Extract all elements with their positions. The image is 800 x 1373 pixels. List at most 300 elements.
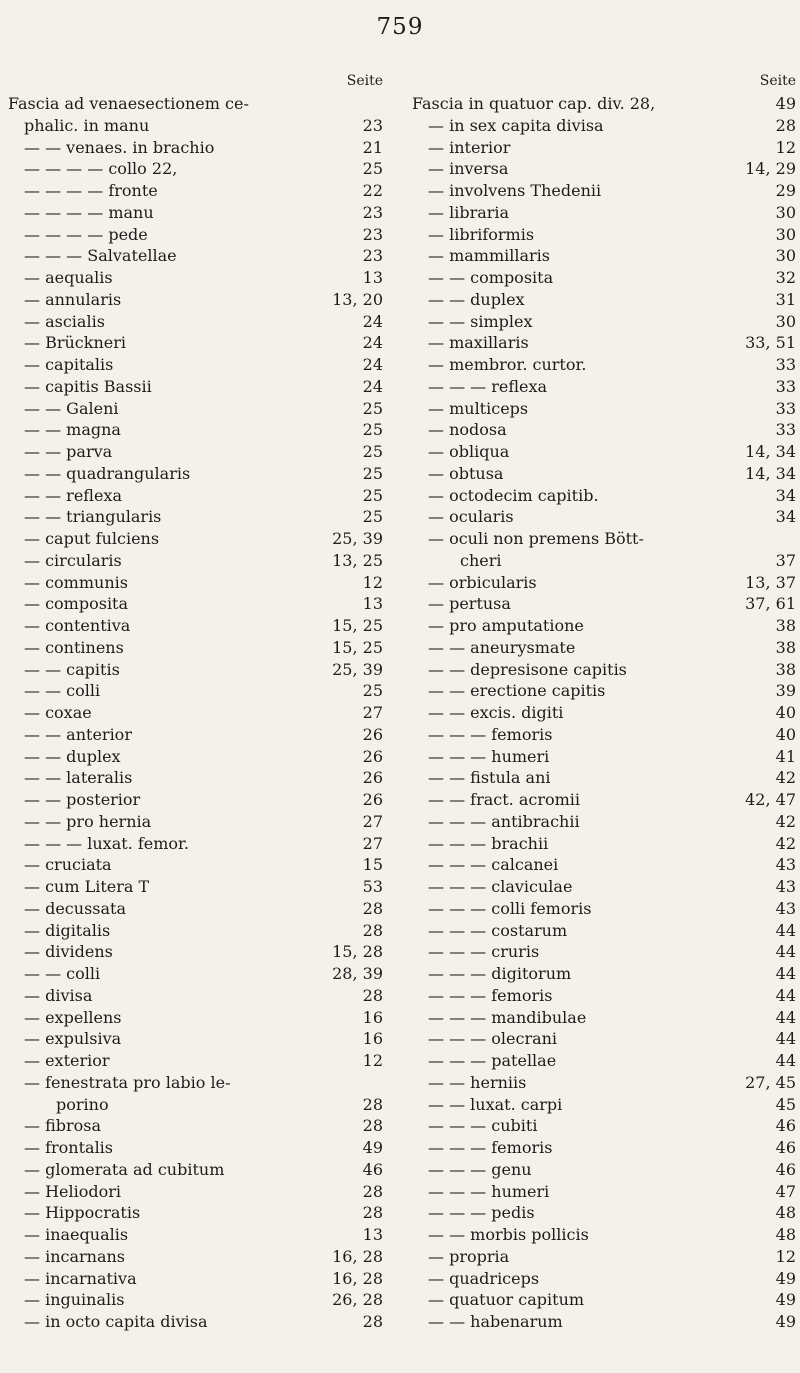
entry-pages: 12	[775, 137, 796, 157]
entry-term: — — depresisone capitis	[428, 659, 627, 679]
index-entry	[412, 963, 796, 985]
index-entry	[412, 550, 796, 572]
index-entry	[412, 332, 796, 354]
entry-pages: 22	[362, 181, 383, 200]
entry-pages: 30	[775, 311, 796, 331]
entry-term: — libraria	[428, 202, 510, 222]
entry-pages: 28	[362, 1312, 383, 1331]
index-entry	[412, 93, 796, 115]
index-entry	[8, 245, 383, 267]
entry-pages: 40	[775, 703, 796, 722]
index-entry	[8, 767, 383, 789]
index-entry	[8, 550, 383, 572]
entry-term: — incarnans	[24, 1246, 126, 1266]
index-entry	[8, 115, 383, 137]
entry-term: — — fistula ani	[428, 768, 551, 788]
entry-term: — composita	[24, 594, 129, 614]
index-column-right	[412, 73, 796, 1333]
entry-term: — capitalis	[24, 355, 114, 374]
entry-pages: 30	[775, 246, 796, 266]
index-entry	[8, 1007, 383, 1029]
entry-term: — — — brachii	[428, 833, 549, 853]
entry-pages: 28	[775, 115, 796, 135]
entry-term: — coxae	[24, 703, 92, 722]
entry-term: — obliqua	[428, 442, 510, 461]
index-entry	[8, 637, 383, 659]
entry-term: — — — humeri	[428, 746, 550, 766]
entry-pages: 43	[775, 898, 796, 918]
entry-term: — aequalis	[24, 268, 113, 287]
entry-pages: 30	[775, 202, 796, 222]
entry-term: — fibrosa	[24, 1116, 102, 1136]
entry-pages: 30	[775, 224, 796, 244]
entry-pages: 24	[362, 333, 383, 353]
index-entry	[412, 1115, 796, 1137]
index-entry	[8, 1137, 383, 1159]
index-entry	[412, 833, 796, 855]
entry-pages: 40	[775, 724, 796, 744]
index-entry	[8, 811, 383, 833]
entry-pages: 33, 51	[745, 333, 796, 353]
entry-pages: 21	[362, 137, 383, 157]
entry-term: — — — calcanei	[428, 855, 559, 875]
entry-pages: 48	[775, 1225, 796, 1244]
index-entry	[412, 224, 796, 246]
entry-pages: 16, 28	[332, 1246, 383, 1266]
index-entry	[412, 1246, 796, 1268]
entry-pages: 34	[775, 507, 796, 527]
index-entry	[412, 593, 796, 615]
entry-pages: 46	[775, 1138, 796, 1157]
entry-pages: 42, 47	[745, 790, 796, 809]
entry-list	[412, 93, 796, 1333]
entry-term: — — herniis	[428, 1072, 527, 1092]
entry-pages: 44	[775, 964, 796, 983]
index-entry	[8, 528, 383, 550]
entry-pages: 44	[775, 1007, 796, 1027]
entry-term: — dividens	[24, 942, 113, 962]
entry-pages: 28	[362, 985, 383, 1005]
entry-term: — — — antibrachii	[428, 811, 580, 831]
index-entry	[412, 854, 796, 876]
entry-term: — ocularis	[428, 507, 514, 527]
entry-pages: 26, 28	[332, 1290, 383, 1310]
entry-pages: 23	[362, 202, 383, 222]
index-entry	[412, 659, 796, 681]
index-entry	[412, 202, 796, 224]
entry-pages: 28	[362, 1094, 383, 1114]
index-entry	[412, 1137, 796, 1159]
index-entry	[8, 376, 383, 398]
entry-term: — inaequalis	[24, 1225, 129, 1244]
entry-pages: 49	[775, 1312, 796, 1331]
index-entry	[412, 1050, 796, 1072]
index-entry	[412, 1007, 796, 1029]
entry-term: — — composita	[428, 268, 554, 287]
index-entry	[412, 1159, 796, 1181]
entry-pages: 43	[775, 855, 796, 875]
index-entry	[8, 963, 383, 985]
entry-pages: 16, 28	[332, 1268, 383, 1288]
entry-term: — — — femoris	[428, 1138, 553, 1157]
index-entry	[8, 593, 383, 615]
index-entry	[8, 1115, 383, 1137]
entry-term: — — aneurysmate	[428, 637, 576, 657]
entry-pages: 25, 39	[332, 529, 383, 548]
entry-pages: 14, 29	[745, 159, 796, 179]
entry-term: — — — reflexa	[428, 376, 548, 396]
index-entry	[412, 920, 796, 942]
entry-pages: 38	[775, 616, 796, 635]
entry-pages: 45	[775, 1094, 796, 1114]
entry-term: porino	[56, 1094, 109, 1114]
entry-pages: 25	[362, 442, 383, 461]
entry-term: — — — colli femoris	[428, 898, 592, 918]
entry-term: cheri	[460, 550, 502, 570]
index-entry	[412, 441, 796, 463]
entry-pages: 13	[362, 268, 383, 287]
entry-pages: 28	[362, 898, 383, 918]
entry-term: — — — patellae	[428, 1051, 557, 1070]
entry-term: — — erectione capitis	[428, 681, 606, 701]
index-entry	[8, 898, 383, 920]
entry-pages: 12	[362, 572, 383, 592]
entry-pages: 28	[362, 1203, 383, 1223]
entry-pages: 14, 34	[745, 442, 796, 461]
entry-term: — octodecim capitib.	[428, 485, 599, 505]
entry-term: — — — — pede	[24, 224, 148, 244]
index-entry	[8, 1268, 383, 1290]
entry-pages: 28, 39	[332, 964, 383, 983]
entry-term: — orbicularis	[428, 572, 537, 592]
entry-term: — — Galeni	[24, 398, 119, 418]
entry-pages: 28	[362, 1116, 383, 1136]
entry-pages: 32	[775, 268, 796, 287]
index-entry	[8, 289, 383, 311]
entry-pages: 25	[362, 159, 383, 179]
entry-term: — — lateralis	[24, 768, 133, 788]
entry-pages: 42	[775, 811, 796, 831]
entry-pages: 28	[362, 920, 383, 940]
entry-term: — quadriceps	[428, 1268, 540, 1288]
index-entry	[8, 180, 383, 202]
entry-term: — — — cruris	[428, 942, 540, 962]
index-entry	[412, 311, 796, 333]
entry-term: — in sex capita divisa	[428, 115, 604, 135]
index-entry	[412, 419, 796, 441]
entry-term: — expellens	[24, 1007, 122, 1027]
index-entry	[8, 267, 383, 289]
entry-pages: 31	[775, 289, 796, 309]
entry-pages: 28	[362, 1181, 383, 1201]
entry-term: — inversa	[428, 159, 509, 179]
entry-term: — — parva	[24, 442, 113, 461]
entry-term: — — — genu	[428, 1159, 532, 1179]
entry-pages: 34	[775, 485, 796, 505]
entry-pages: 44	[775, 942, 796, 962]
entry-term: — Brückneri	[24, 333, 126, 353]
index-entry	[8, 1050, 383, 1072]
entry-term: phalic. in manu	[24, 115, 150, 135]
index-entry	[412, 267, 796, 289]
entry-term: — cruciata	[24, 855, 112, 875]
index-entry	[412, 289, 796, 311]
index-entry	[8, 1159, 383, 1181]
entry-pages: 25	[362, 485, 383, 505]
entry-term: — interior	[428, 137, 511, 157]
entry-pages: 33	[775, 420, 796, 440]
index-entry	[412, 876, 796, 898]
index-entry	[8, 724, 383, 746]
index-entry	[8, 985, 383, 1007]
index-entry	[412, 724, 796, 746]
entry-pages: 24	[362, 311, 383, 331]
entry-term: — — quadrangularis	[24, 463, 191, 483]
entry-pages: 12	[775, 1246, 796, 1266]
entry-term: — glomerata ad cubitum	[24, 1159, 225, 1179]
index-entry	[8, 876, 383, 898]
entry-term: — inguinalis	[24, 1290, 125, 1310]
index-entry	[412, 1072, 796, 1094]
entry-term: — capitis Bassii	[24, 376, 152, 396]
index-entry	[8, 1246, 383, 1268]
entry-term: — pertusa	[428, 594, 511, 614]
index-entry	[412, 354, 796, 376]
index-entry	[412, 789, 796, 811]
entry-pages: 42	[775, 768, 796, 788]
seite-header: Seite	[759, 73, 796, 89]
entry-pages: 39	[775, 681, 796, 701]
index-entry	[412, 572, 796, 594]
entry-term: — — pro hernia	[24, 811, 152, 831]
entry-pages: 25	[362, 398, 383, 418]
index-entry	[8, 1181, 383, 1203]
index-entry	[8, 311, 383, 333]
entry-term: — — reflexa	[24, 485, 122, 505]
entry-term: — — — — fronte	[24, 181, 158, 200]
entry-pages: 25	[362, 463, 383, 483]
entry-pages: 33	[775, 398, 796, 418]
index-entry	[412, 115, 796, 137]
index-entry	[412, 398, 796, 420]
entry-term: — — posterior	[24, 790, 141, 809]
index-entry	[8, 202, 383, 224]
entry-term: — multiceps	[428, 398, 529, 418]
entry-term: — — duplex	[24, 746, 121, 766]
entry-term: — quatuor capitum	[428, 1290, 585, 1310]
entry-term: — ascialis	[24, 311, 105, 331]
entry-term: — caput fulciens	[24, 529, 160, 548]
entry-term: — expulsiva	[24, 1029, 122, 1049]
entry-pages: 24	[362, 376, 383, 396]
entry-term: — pro amputatione	[428, 616, 584, 635]
entry-term: — divisa	[24, 985, 93, 1005]
entry-term: — membror. curtor.	[428, 355, 587, 374]
entry-term: — Heliodori	[24, 1181, 122, 1201]
entry-list	[8, 93, 383, 1333]
index-entry	[8, 485, 383, 507]
entry-term: — mammillaris	[428, 246, 551, 266]
entry-term: — annularis	[24, 289, 122, 309]
entry-term: — — — femoris	[428, 985, 553, 1005]
index-entry	[412, 637, 796, 659]
index-entry	[8, 789, 383, 811]
entry-pages: 46	[362, 1159, 383, 1179]
entry-term: — — magna	[24, 420, 121, 440]
index-entry	[412, 245, 796, 267]
entry-pages: 13, 25	[332, 550, 383, 570]
entry-pages: 41	[775, 746, 796, 766]
index-entry	[412, 1181, 796, 1203]
index-entry	[412, 941, 796, 963]
entry-term: — — simplex	[428, 311, 533, 331]
index-entry	[412, 463, 796, 485]
entry-pages: 43	[775, 877, 796, 896]
index-entry	[8, 615, 383, 637]
entry-pages: 26	[362, 746, 383, 766]
entry-term: — — venaes. in brachio	[24, 137, 215, 157]
entry-pages: 25	[362, 681, 383, 701]
entry-pages: 47	[775, 1181, 796, 1201]
entry-term: — — — femoris	[428, 724, 553, 744]
entry-term: — — morbis pollicis	[428, 1225, 589, 1244]
entry-pages: 26	[362, 790, 383, 809]
entry-pages: 29	[775, 181, 796, 200]
entry-term: — — triangularis	[24, 507, 162, 527]
entry-pages: 26	[362, 724, 383, 744]
entry-pages: 12	[362, 1051, 383, 1070]
index-entry	[412, 1289, 796, 1311]
entry-pages: 26	[362, 768, 383, 788]
entry-pages: 49	[775, 1268, 796, 1288]
entry-pages: 23	[362, 115, 383, 135]
index-entry	[8, 1311, 383, 1333]
index-entry	[412, 137, 796, 159]
entry-term: — — — cubiti	[428, 1116, 538, 1136]
entry-term: — nodosa	[428, 420, 507, 440]
entry-pages: 44	[775, 985, 796, 1005]
entry-term: — frontalis	[24, 1138, 114, 1157]
entry-pages: 46	[775, 1159, 796, 1179]
entry-term: — — — digitorum	[428, 964, 572, 983]
entry-pages: 16	[362, 1007, 383, 1027]
seite-header: Seite	[346, 73, 383, 89]
entry-pages: 42	[775, 833, 796, 853]
entry-pages: 25	[362, 507, 383, 527]
index-entry	[412, 898, 796, 920]
entry-term: — involvens Thedenii	[428, 181, 602, 200]
entry-term: — Hippocratis	[24, 1203, 141, 1223]
entry-pages: 15, 25	[332, 616, 383, 635]
entry-term: — decussata	[24, 898, 126, 918]
entry-term: — — — luxat. femor.	[24, 833, 190, 853]
index-entry	[8, 1202, 383, 1224]
index-entry	[412, 1028, 796, 1050]
entry-term: — maxillaris	[428, 333, 529, 353]
entry-pages: 44	[775, 920, 796, 940]
index-entry	[8, 702, 383, 724]
index-entry	[8, 93, 383, 115]
entry-pages: 27	[362, 811, 383, 831]
entry-term: — — habenarum	[428, 1312, 563, 1331]
entry-pages: 14, 34	[745, 463, 796, 483]
index-entry	[8, 1028, 383, 1050]
entry-term: — incarnativa	[24, 1268, 137, 1288]
entry-term: — — duplex	[428, 289, 525, 309]
entry-term: — — — claviculae	[428, 877, 573, 896]
entry-term: — — fract. acromii	[428, 790, 581, 809]
index-column-left	[8, 73, 383, 1333]
entry-pages: 33	[775, 355, 796, 374]
entry-term: — circularis	[24, 550, 122, 570]
entry-pages: 46	[775, 1116, 796, 1136]
entry-pages: 15, 28	[332, 942, 383, 962]
entry-pages: 38	[775, 637, 796, 657]
index-entry	[412, 1224, 796, 1246]
entry-pages: 44	[775, 1029, 796, 1049]
index-entry	[412, 985, 796, 1007]
entry-term: — — — — manu	[24, 202, 154, 222]
index-entry	[412, 180, 796, 202]
page-number: 759	[376, 14, 424, 40]
index-entry	[412, 485, 796, 507]
entry-pages: 49	[775, 1290, 796, 1310]
index-entry	[8, 941, 383, 963]
entry-term: — — — humeri	[428, 1181, 550, 1201]
entry-term: — communis	[24, 572, 128, 592]
entry-pages: 13	[362, 1225, 383, 1244]
entry-term: — — — mandibulae	[428, 1007, 587, 1027]
index-entry	[412, 746, 796, 768]
entry-pages: 15, 25	[332, 637, 383, 657]
index-entry	[8, 680, 383, 702]
index-entry	[8, 572, 383, 594]
entry-term: — — excis. digiti	[428, 703, 564, 722]
entry-term: — — — costarum	[428, 920, 568, 940]
index-entry	[412, 1268, 796, 1290]
entry-term: — exterior	[24, 1051, 110, 1070]
entry-pages: 38	[775, 659, 796, 679]
entry-term: — — colli	[24, 964, 101, 983]
entry-term: — — anterior	[24, 724, 132, 744]
entry-pages: 25, 39	[332, 659, 383, 679]
entry-pages: 37, 61	[745, 594, 796, 614]
entry-term: Fascia ad venaesectionem ce-	[8, 94, 249, 113]
index-entry	[412, 528, 796, 550]
entry-pages: 53	[362, 877, 383, 896]
entry-term: — digitalis	[24, 920, 111, 940]
index-entry	[8, 1094, 383, 1116]
entry-pages: 23	[362, 224, 383, 244]
index-entry	[412, 767, 796, 789]
index-entry	[8, 659, 383, 681]
entry-pages: 23	[362, 246, 383, 266]
index-entry	[412, 1202, 796, 1224]
entry-pages: 24	[362, 355, 383, 374]
entry-term: — — — pedis	[428, 1203, 535, 1223]
entry-term: — — luxat. carpi	[428, 1094, 563, 1114]
index-entry	[412, 376, 796, 398]
index-entry	[8, 833, 383, 855]
entry-pages: 13	[362, 594, 383, 614]
index-entry	[8, 746, 383, 768]
index-entry	[412, 680, 796, 702]
index-entry	[8, 419, 383, 441]
entry-pages: 27	[362, 703, 383, 722]
entry-pages: 33	[775, 376, 796, 396]
entry-term: — — — Salvatellae	[24, 246, 177, 266]
entry-pages: 37	[775, 550, 796, 570]
